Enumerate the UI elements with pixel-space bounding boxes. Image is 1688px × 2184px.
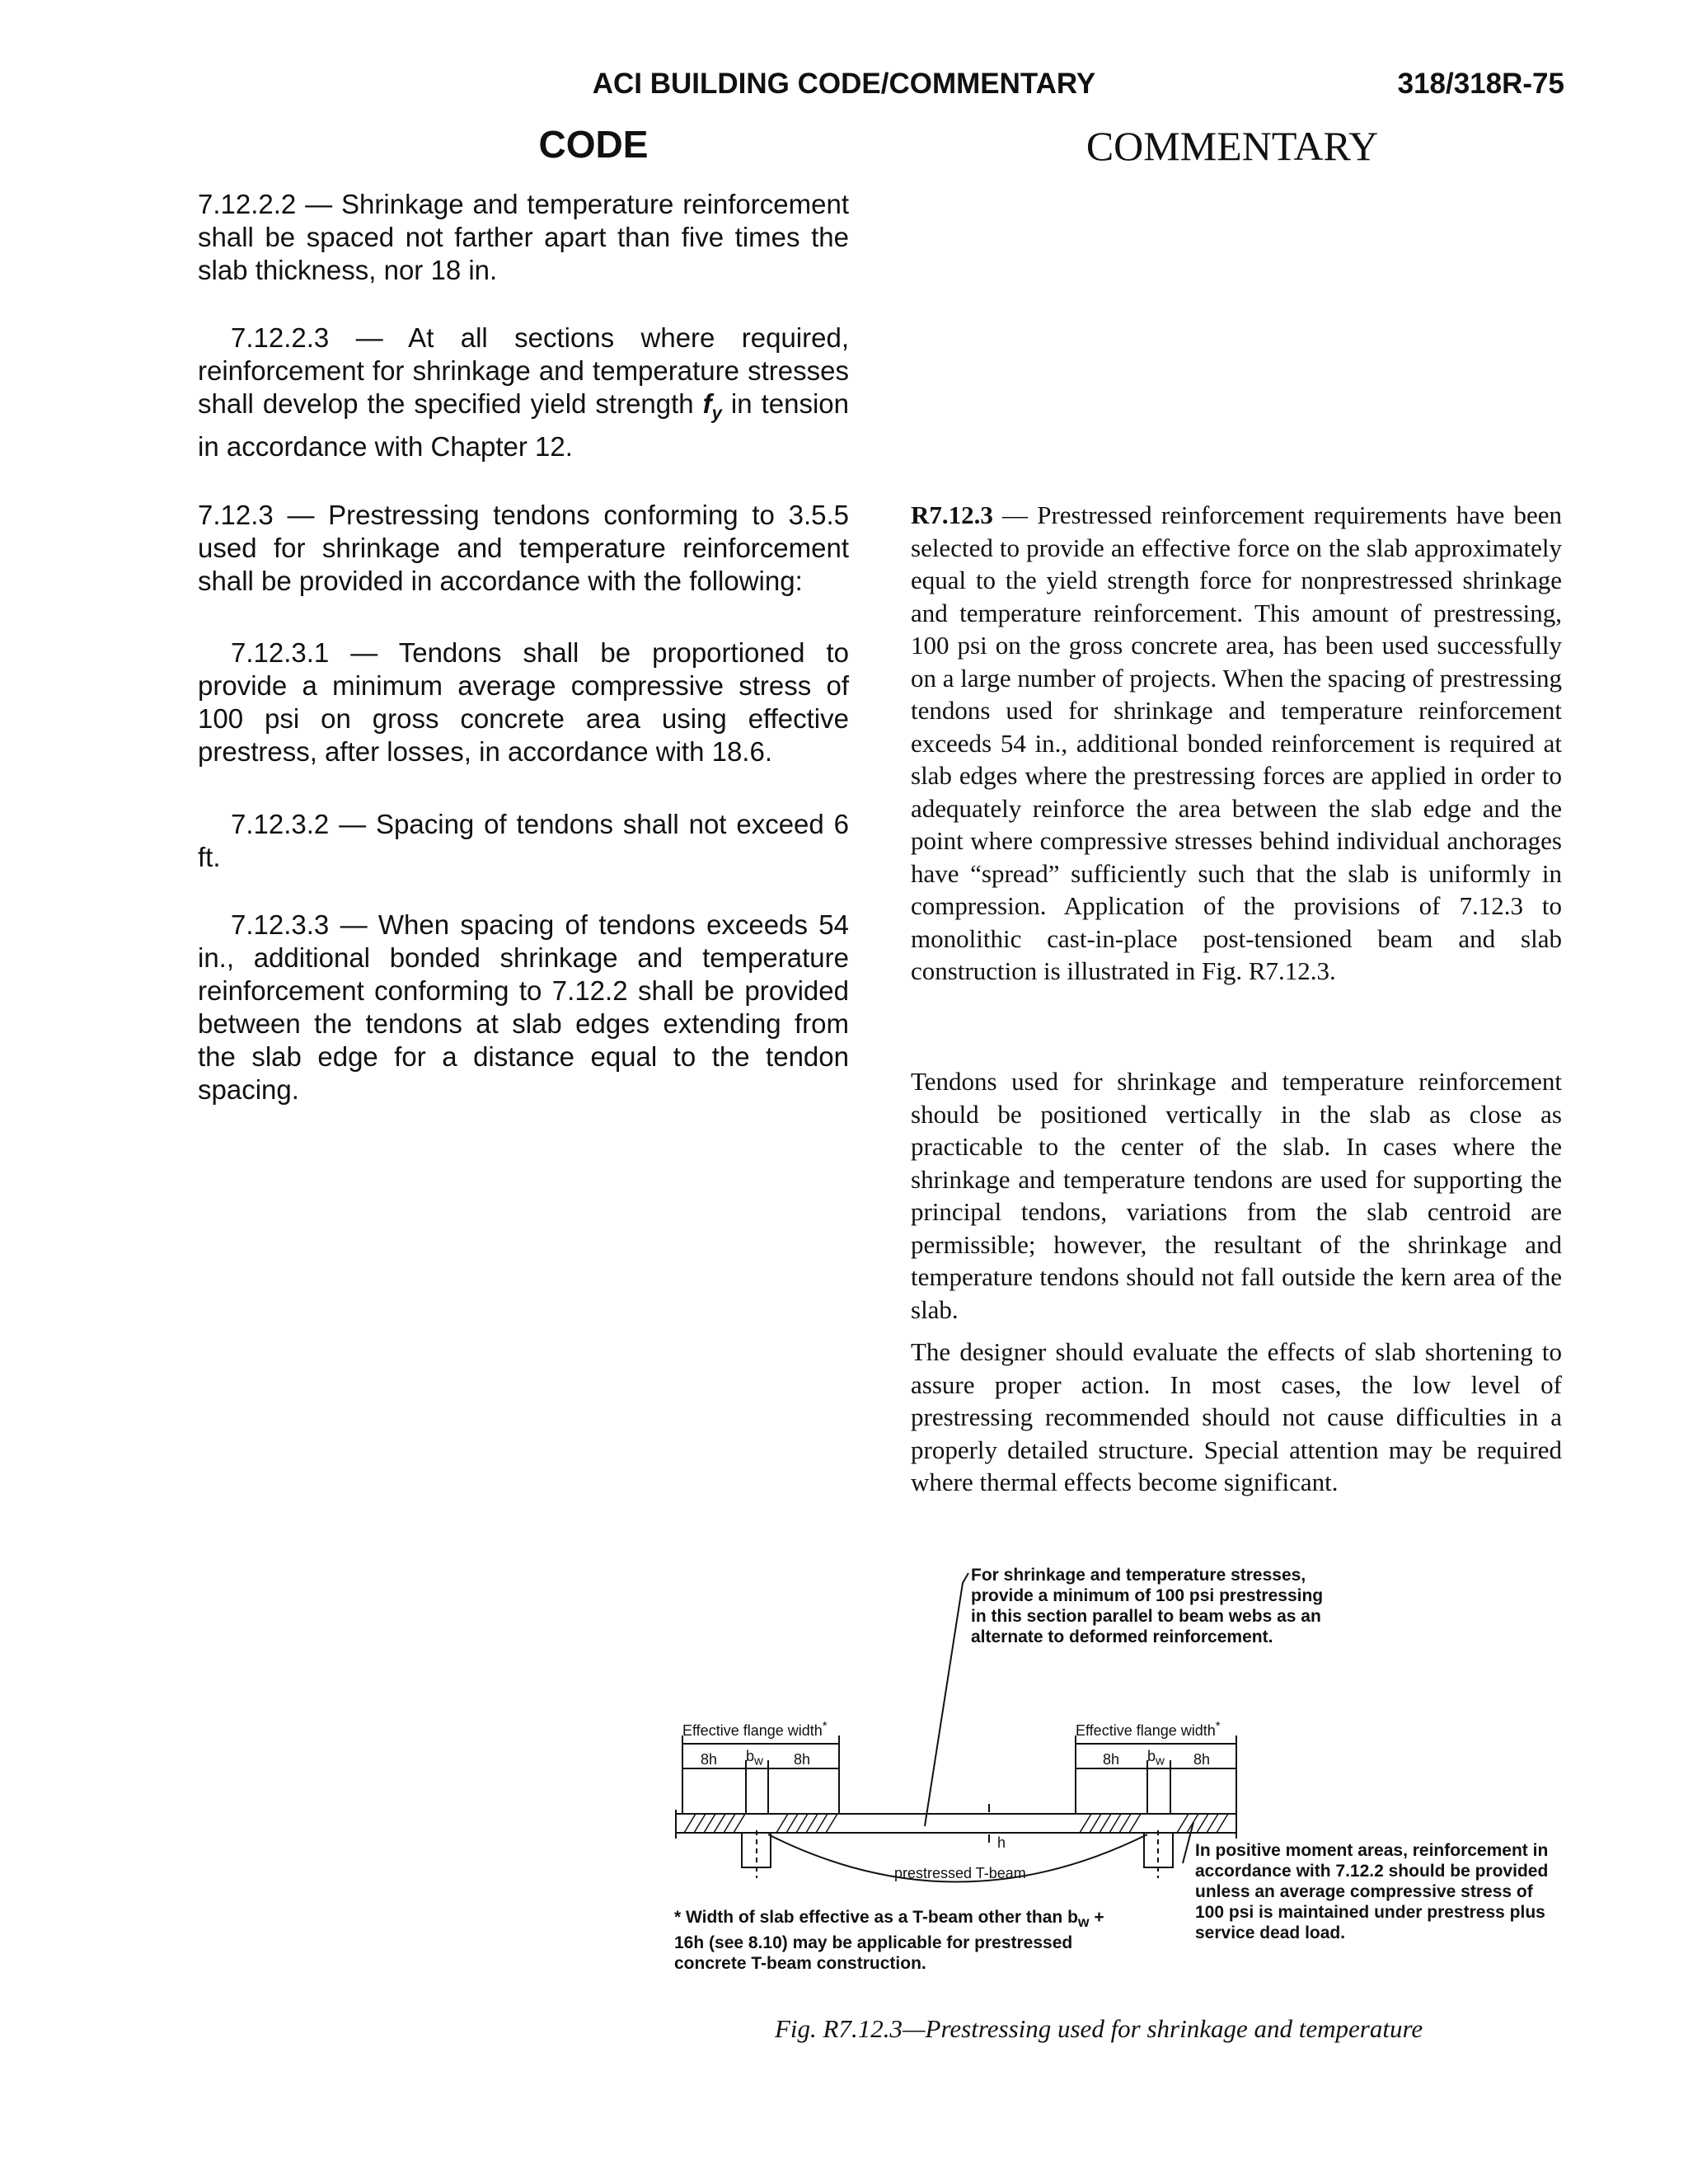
section-text: — Tendons shall be proportioned to provide a minimum average compressive stress of 100 psi on gross concrete area using effective prestress, after losses, in accordance with 18.6. [198, 637, 849, 767]
dim-8h-right-1: 8h [1103, 1751, 1120, 1768]
section-text: — When spacing of tendons exceeds 54 in., additional bonded shrinkage and temperature reinforcement conforming to 7.12.2 shall be provided between the tendons at slab edges extending from the slab edge for a distance equal to the tendon spacing. [198, 909, 849, 1105]
code-section-7-12-2-3 [198, 322, 849, 463]
page-number: 318/318R-75 [1397, 68, 1564, 100]
code-section-7-12-3-2 [198, 808, 849, 874]
section-number: 7.12.3.1 [231, 637, 330, 668]
yield-strength-subscript: y [711, 402, 722, 424]
code-section-7-12-3-3 [198, 909, 849, 1106]
figure-caption: Fig. R7.12.3—Prestressing used for shrinkage and temperature [775, 2014, 1423, 2043]
section-number: 7.12.3.2 [231, 809, 330, 839]
label-prestressed-tbeam: prestressed T-beam [894, 1865, 1026, 1881]
asterisk-right: * [1215, 1719, 1221, 1733]
dim-bw-right: $b_w$ [1147, 1748, 1165, 1768]
figure-r7-12-3 [659, 1550, 1566, 2012]
dim-8h-right-2: 8h [1193, 1751, 1211, 1768]
section-text-cont: in tension in accordance with Chapter 12. [198, 388, 850, 462]
commentary-paragraph-2: Tendons used for shrinkage and temperature reinforcement should be positioned vertically in the slab as close as practicable to the center of the slab. In cases where the shrinkage and temperature tendons are used for supporting the principal tendons, variations from the slab centroid are permissible; however, the resultant of the shrinkage and temperature tendons should not fall outside the kern area of the slab. [911, 1067, 1562, 1324]
commentary-column-heading: COMMENTARY [1085, 123, 1379, 169]
section-text: — Prestressing tendons conforming to 3.5.5 used for shrinkage and temperature reinforcement shall be provided in accordance with the following: [198, 500, 849, 596]
header-title: ACI BUILDING CODE/COMMENTARY [592, 68, 1096, 100]
code-section-7-12-3-1 [198, 636, 849, 768]
label-effective-flange-right: Effective flange width* [1076, 1719, 1221, 1739]
figure-note-top: For shrinkage and temperature stresses, provide a minimum of 100 psi prestressing in this section parallel to beam webs as an alternate to deformed reinforcement. [971, 1566, 1324, 1646]
section-text: — At all sections where required, reinforcement for shrinkage and temperature stresses shall develop the specified yield strength [198, 322, 849, 419]
code-section-7-12-2-2 [198, 188, 849, 287]
yield-strength-symbol: f [702, 388, 712, 419]
dim-8h-left-1: 8h [701, 1751, 718, 1768]
commentary-r7-12-3 [911, 499, 1562, 988]
commentary-text: — Prestressed reinforcement requirements have been selected to provide an effective force on the slab approximately equal to the yield strength force for nonprestressed shrinkage and temperature reinforcement. This amount of prestressing, 100 psi on the gross concrete area, has been used successfully on a large number of projects. When the spacing of prestressing tendons used for shrinkage and temperature reinforcement exceeds 54 in., additional bonded reinforcement is required at slab edges where the prestressing forces are applied in order to adequately reinforce the area between the slab edge and the point where compressive stresses behind individual anchorages have “spread” sufficiently such that the slab is uniformly in compression. Application of the provisions of 7.12.3 to monolithic cast-in-place post-tensioned beam and slab construction is illustrated in Fig. R7.12.3. [911, 500, 1562, 985]
running-header [0, 68, 1688, 109]
section-number: 7.12.3 [198, 500, 274, 530]
commentary-section-number: R7.12.3 [911, 500, 993, 529]
dim-bw-left: $b_w$ [746, 1748, 763, 1768]
dim-8h-left-2: 8h [794, 1751, 811, 1768]
code-section-7-12-3 [198, 499, 849, 598]
commentary-paragraph-3: The designer should evaluate the effects of slab shortening to assure proper action. In most cases, the low level of prestressing recommended should not cause difficulties in a properly detailed structure. Special attention may be required where thermal effects become significant. [911, 1337, 1562, 1496]
figure-footnote: * Width of slab effective as a T-beam other than $b_w + 16h$ (see 8.10) may be applicable for prestressed concrete T-beam construction. [674, 1908, 1104, 1974]
leader-line-top [925, 1573, 968, 1826]
section-text: — Spacing of tendons shall not exceed 6 ft. [198, 809, 849, 872]
section-number: 7.12.3.3 [231, 909, 330, 940]
dim-slab-thickness: h [997, 1834, 1006, 1851]
section-text: — Shrinkage and temperature reinforcement shall be spaced not farther apart than five times the slab thickness, nor 18 in. [198, 189, 849, 285]
asterisk-left: * [822, 1719, 828, 1733]
section-number: 7.12.2.3 [231, 322, 330, 353]
code-column-heading: CODE [538, 123, 649, 166]
section-number: 7.12.2.2 [198, 189, 297, 219]
label-effective-flange-left: Effective flange width* [682, 1719, 828, 1739]
figure-note-right: In positive moment areas, reinforcement in accordance with 7.12.2 should be provided unless an average compressive stress of 100 psi is maintained under prestress plus service dead load. [1195, 1841, 1549, 1942]
